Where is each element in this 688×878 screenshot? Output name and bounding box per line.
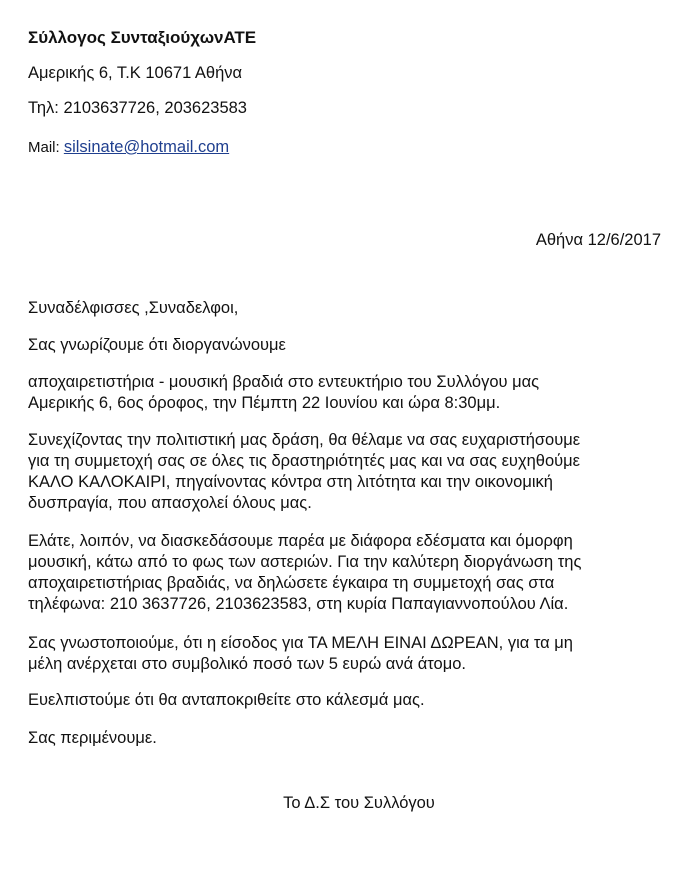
invitation-line: Ελάτε, λοιπόν, να διασκεδάσουμε παρέα με διάφορα εδέσματα και όμορφη xyxy=(28,532,573,550)
organization-name: Σύλλογος ΣυνταξιούχωνΑΤΕ xyxy=(28,28,257,47)
greeting-paragraph: Συναδέλφισσες ,Συναδελφοι, xyxy=(28,299,239,317)
continue-line: ΚΑΛΟ ΚΑΛΟΚΑΙΡΙ, πηγαίνοντας κόντρα στη λιτότητα και την οικονομική xyxy=(28,473,553,491)
event-paragraph xyxy=(28,372,668,414)
organization-phone: Τηλ: 2103637726, 203623583 xyxy=(28,99,247,117)
hope-paragraph: Ευελπιστούμε ότι θα ανταποκριθείτε στο κάλεσμά μας. xyxy=(28,691,425,709)
continue-line: Συνεχίζοντας την πολιτιστική μας δράση, θα θέλαμε να σας ευχαριστήσουμε xyxy=(28,431,581,449)
organization-address: Αμερικής 6, Τ.Κ 10671 Αθήνα xyxy=(28,64,243,82)
mail-link[interactable]: silsinate@hotmail.com xyxy=(63,138,230,156)
mail-label: Mail: xyxy=(28,139,64,156)
continue-line: δυσπραγία, που απασχολεί όλους μας. xyxy=(28,494,312,512)
waiting-paragraph: Σας περιμένουμε. xyxy=(28,729,157,747)
entry-paragraph xyxy=(28,633,668,675)
continue-paragraph xyxy=(28,430,668,514)
organization-mail xyxy=(28,137,229,158)
letter-date: Αθήνα 12/6/2017 xyxy=(535,231,661,249)
invitation-line: αποχαιρετιστήριας βραδιάς, να δηλώσετε έγκαιρα τη συμμετοχή σας στα xyxy=(28,574,555,592)
intro-paragraph: Σας γνωρίζουμε ότι διοργανώνουμε xyxy=(28,336,286,354)
event-line: αποχαιρετιστήρια - μουσική βραδιά στο εντευκτήριο του Συλλόγου μας xyxy=(28,373,540,391)
continue-line: για τη συμμετοχή σας σε όλες τις δραστηριότητές μας και να σας ευχηθούμε xyxy=(28,452,581,470)
entry-line: μέλη ανέρχεται στο συμβολικό ποσό των 5 ευρώ ανά άτομο. xyxy=(28,655,466,673)
invitation-paragraph xyxy=(28,531,668,615)
invitation-line: μουσική, κάτω από το φως των αστεριών. Για την καλύτερη διοργάνωση της xyxy=(28,553,582,571)
signature: Το Δ.Σ του Συλλόγου xyxy=(283,794,435,812)
invitation-line: τηλέφωνα: 210 3637726, 2103623583, στη κυρία Παπαγιαννοπούλου Λία. xyxy=(28,595,569,613)
entry-line: Σας γνωστοποιούμε, ότι η είσοδος για ΤΑ ΜΕΛΗ ΕΙΝΑΙ ΔΩΡΕΑΝ, για τα μη xyxy=(28,634,573,652)
event-line: Αμερικής 6, 6ος όροφος, την Πέμπτη 22 Ιουνίου και ώρα 8:30μμ. xyxy=(28,394,501,412)
